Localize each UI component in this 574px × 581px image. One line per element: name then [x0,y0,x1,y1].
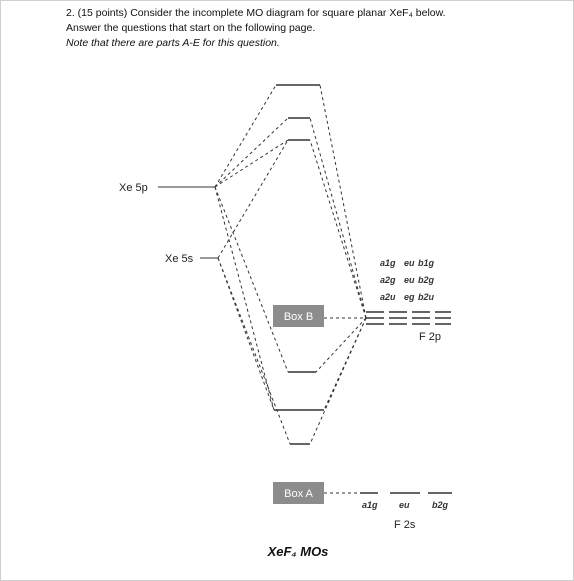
f2p-sym: a2u [380,292,396,302]
f2s-sym: a1g [362,500,378,510]
question-line-3: Note that there are parts A-E for this question. [66,37,280,49]
f2p-sym: b2g [418,275,435,285]
f2s-label: F 2s [394,519,416,531]
f2p-sym: eu [404,275,415,285]
question-line-1: 2. (15 points) Consider the incomplete MO diagram for square planar XeF₄ below. [66,7,446,19]
xe-5p-label: Xe 5p [119,182,148,194]
f2p-sym: a1g [380,258,396,268]
f2p-sym: b2u [418,292,435,302]
f2p-sym: eu [404,258,415,268]
f2p-sym: eg [404,292,415,302]
diagram-title: XeF₄ MOs [267,544,329,559]
xe-5s-label: Xe 5s [165,253,194,265]
box-b-label: Box B [283,311,314,323]
f2s-sym: eu [399,500,410,510]
f2p-sym: a2g [380,275,396,285]
f2p-label: F 2p [419,331,442,343]
f2p-sym: b1g [418,258,435,268]
correlation-lines [215,85,366,493]
f2s-sym: b2g [432,500,449,510]
question-line-2: Answer the questions that start on the following page. [66,22,316,34]
box-a-label: Box A [284,488,313,500]
